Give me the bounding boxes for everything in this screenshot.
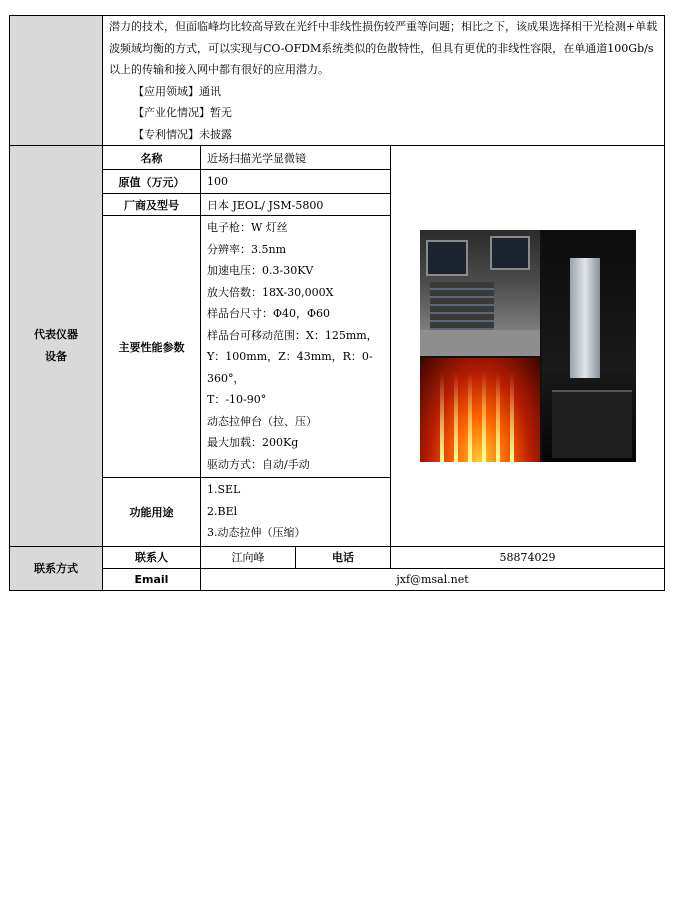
spec-item: Y：100mm，Z：43mm，R：0-360°， bbox=[207, 350, 373, 385]
function-label: 功能用途 bbox=[103, 478, 201, 547]
phone-label: 电话 bbox=[296, 546, 391, 568]
spec-item: 样品台尺寸：Φ40，Φ60 bbox=[207, 307, 331, 320]
phone-value: 58874029 bbox=[391, 546, 665, 568]
instrument-section-label: 代表仪器 设备 bbox=[10, 146, 103, 547]
email-label: Email bbox=[103, 568, 201, 590]
email-value: jxf@msal.net bbox=[201, 568, 665, 590]
intro-row bbox=[10, 16, 665, 146]
specs-label: 主要性能参数 bbox=[103, 216, 201, 478]
function-item: 3.动态拉伸（压缩） bbox=[207, 526, 306, 539]
person-value: 江向峰 bbox=[201, 546, 296, 568]
spec-item: 电子枪：W 灯丝 bbox=[207, 221, 288, 234]
maker-label: 厂商及型号 bbox=[103, 194, 201, 216]
instrument-photo bbox=[420, 230, 636, 462]
price-value: 100 bbox=[201, 170, 391, 194]
contact-person-row bbox=[10, 546, 665, 568]
spec-item: T：-10-90° bbox=[207, 393, 267, 406]
spec-item: 驱动方式：自动/手动 bbox=[207, 457, 310, 471]
patent-status: 【专利情况】未披露 bbox=[133, 127, 232, 141]
specs-list bbox=[201, 216, 391, 478]
function-list bbox=[201, 478, 391, 547]
spec-item: 放大倍数：18X-30,000X bbox=[207, 285, 334, 299]
contact-section-label: 联系方式 bbox=[10, 546, 103, 590]
function-item: 2.BEl bbox=[207, 504, 238, 518]
function-item: 1.SEL bbox=[207, 483, 241, 496]
maker-value: 日本 JEOL/ JSM-5800 bbox=[201, 194, 391, 216]
name-value: 近场扫描光学显微镜 bbox=[201, 146, 391, 170]
spec-item: 动态拉伸台（拉、压） bbox=[207, 414, 317, 428]
contact-email-row bbox=[10, 568, 665, 590]
laser-beam-photo bbox=[420, 358, 540, 462]
lab-photo bbox=[420, 230, 540, 356]
price-label: 原值（万元） bbox=[103, 170, 201, 194]
industrialization-status: 【产业化情况】暂无 bbox=[133, 106, 232, 119]
spec-item: 分辨率：3.5nm bbox=[207, 242, 287, 256]
name-label: 名称 bbox=[103, 146, 201, 170]
info-table bbox=[9, 15, 665, 591]
intro-paragraph: 潜力的技术，但面临峰均比较高导致在光纤中非线性损伤较严重等问题；相比之下，该成果选择相干光检测+单载波频域均衡的方式，可以实现与CO-OFDM系统类似的色散特性，但具有更优的非线性容限，在单通道100Gb/s以上的传输和接入网中都有很好的应用潜力。 bbox=[109, 20, 658, 76]
spec-item: 样品台可移动范围：X：125mm， bbox=[207, 328, 378, 342]
intro-cell bbox=[103, 16, 665, 146]
instrument-photo-cell bbox=[391, 146, 665, 547]
spec-item: 最大加载：200Kg bbox=[207, 436, 299, 449]
application-field: 【应用领域】通讯 bbox=[133, 84, 221, 98]
person-label: 联系人 bbox=[103, 546, 201, 568]
spec-item: 加速电压：0.3-30KV bbox=[207, 264, 314, 277]
intro-side-cell bbox=[10, 16, 103, 146]
name-row bbox=[10, 146, 665, 170]
